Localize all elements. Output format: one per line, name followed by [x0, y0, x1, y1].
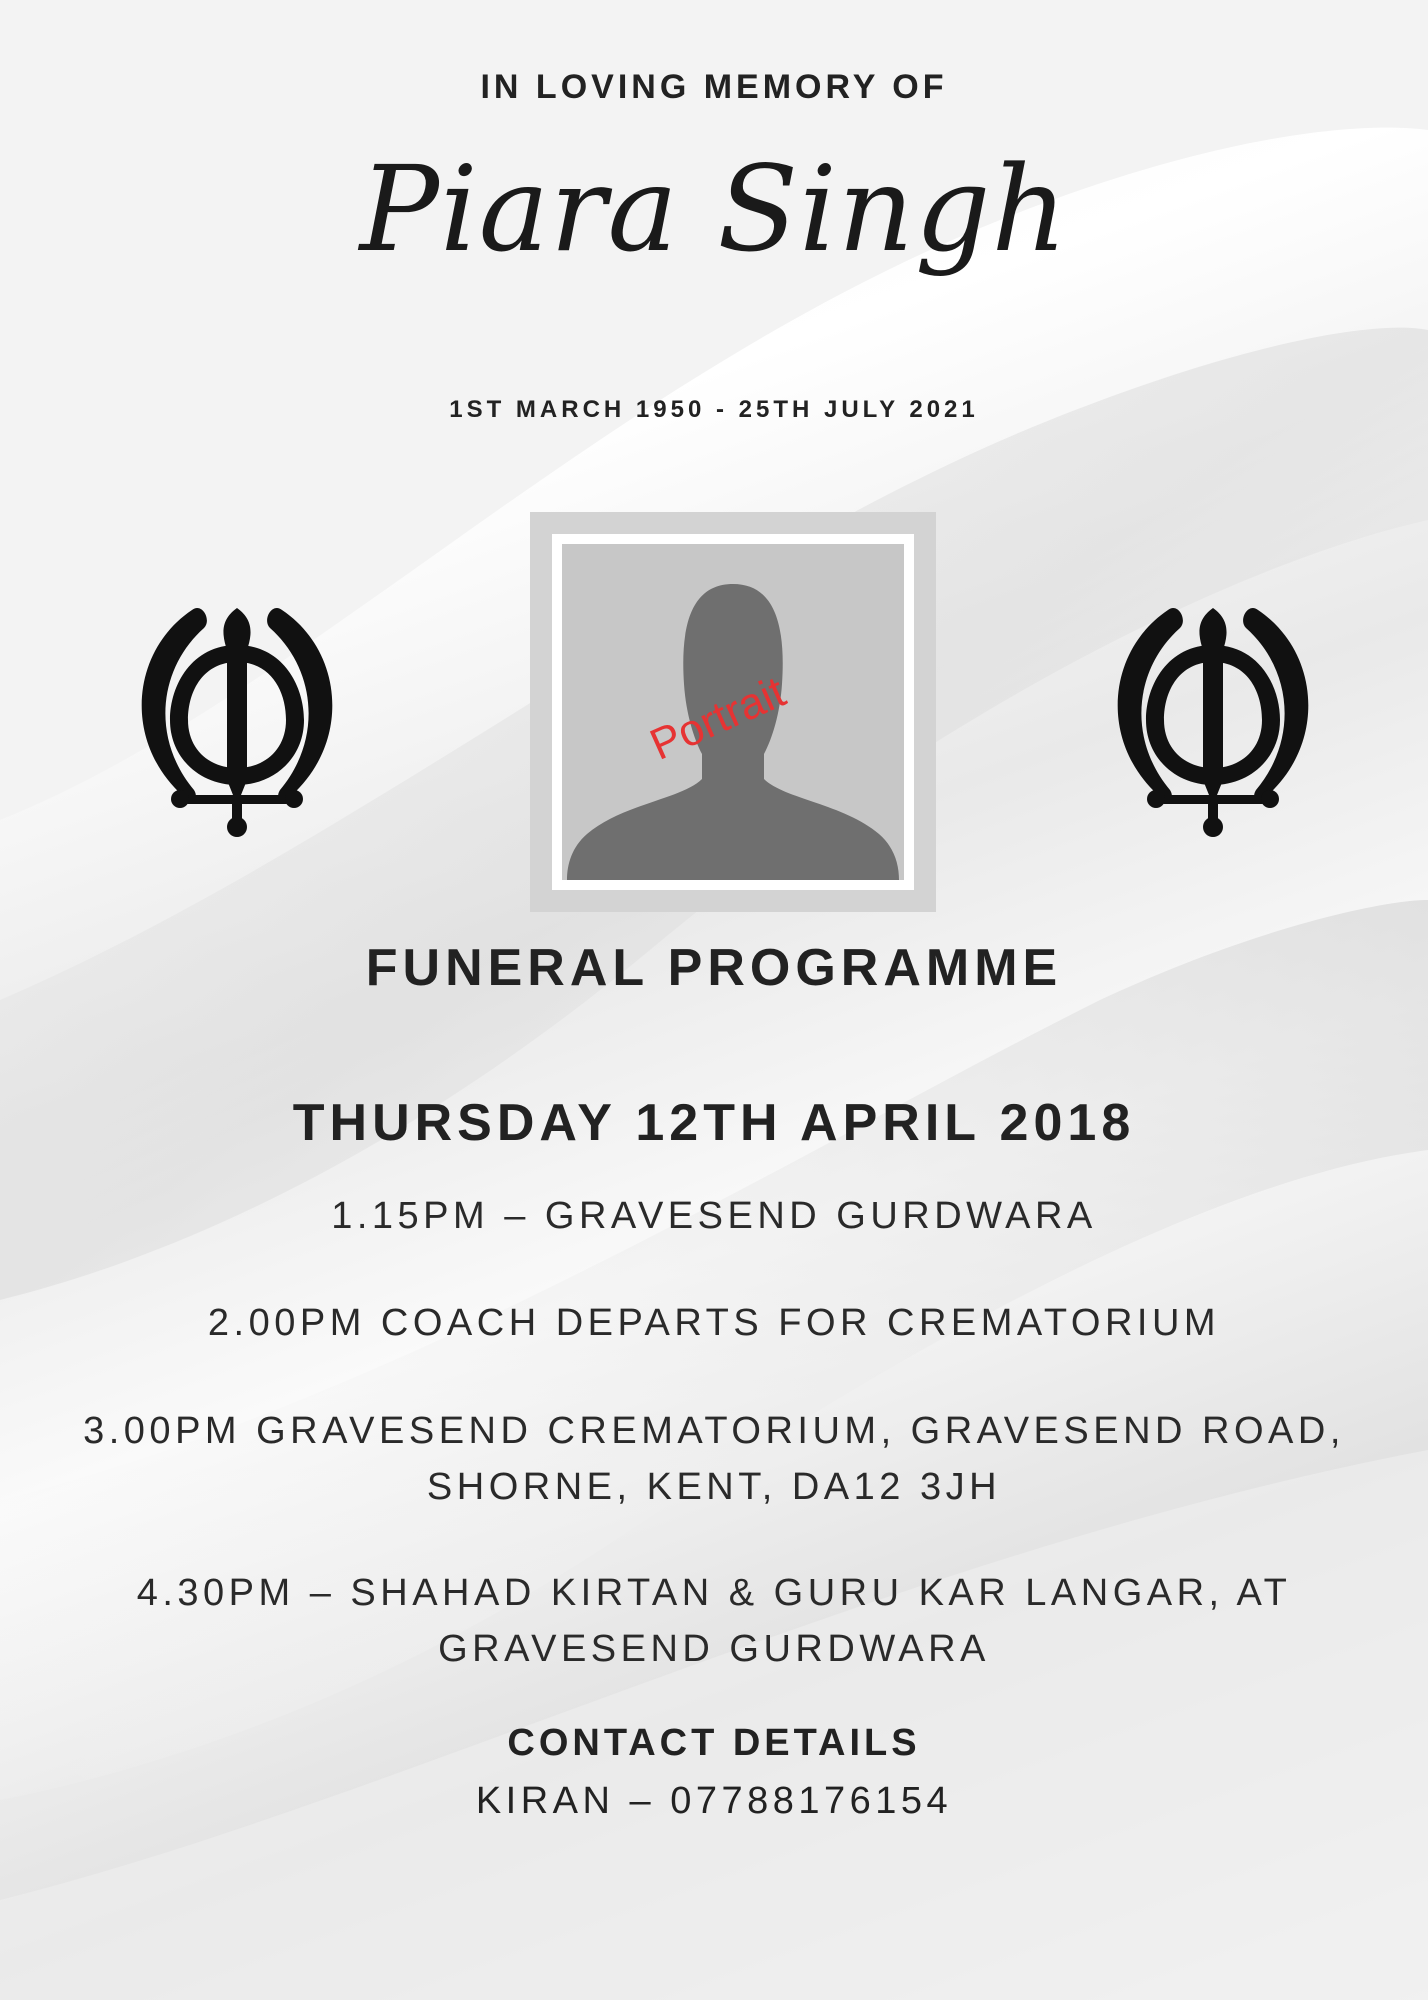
- programme-item-line: SHORNE, KENT, DA12 3JH: [426, 1466, 1002, 1508]
- deceased-name: Piara Singh: [359, 140, 1069, 278]
- portrait-label: Portrait: [642, 667, 793, 770]
- programme-item-line: GRAVESEND GURDWARA: [438, 1628, 990, 1670]
- programme-item-line: 4.30PM – SHAHAD KIRTAN & GURU KAR LANGAR, AT: [136, 1572, 1292, 1614]
- khanda-icon: [122, 590, 352, 840]
- portrait-mat: [552, 534, 914, 890]
- programme-item: [0, 1403, 1428, 1515]
- programme-item-line: 2.00PM COACH DEPARTS FOR CREMATORIUM: [207, 1302, 1221, 1344]
- portrait-placeholder: [562, 544, 904, 880]
- programme-date: THURSDAY 12TH APRIL 2018: [292, 1094, 1136, 1152]
- programme-item: [0, 1188, 1428, 1244]
- programme-item: [0, 1565, 1428, 1677]
- life-dates: 1ST MARCH 1950 - 25TH JULY 2021: [449, 396, 979, 423]
- programme-item-line: 1.15PM – GRAVESEND GURDWARA: [331, 1195, 1097, 1237]
- intro-text: IN LOVING MEMORY OF: [480, 68, 948, 106]
- contact-value: KIRAN – 07788176154: [475, 1780, 953, 1822]
- programme-item: [0, 1295, 1428, 1351]
- programme-item-line: 3.00PM GRAVESEND CREMATORIUM, GRAVESEND ROAD,: [83, 1410, 1345, 1452]
- portrait-frame: [530, 512, 936, 912]
- programme-heading: FUNERAL PROGRAMME: [365, 939, 1063, 997]
- khanda-icon: [1098, 590, 1328, 840]
- contact-heading: CONTACT DETAILS: [507, 1722, 921, 1764]
